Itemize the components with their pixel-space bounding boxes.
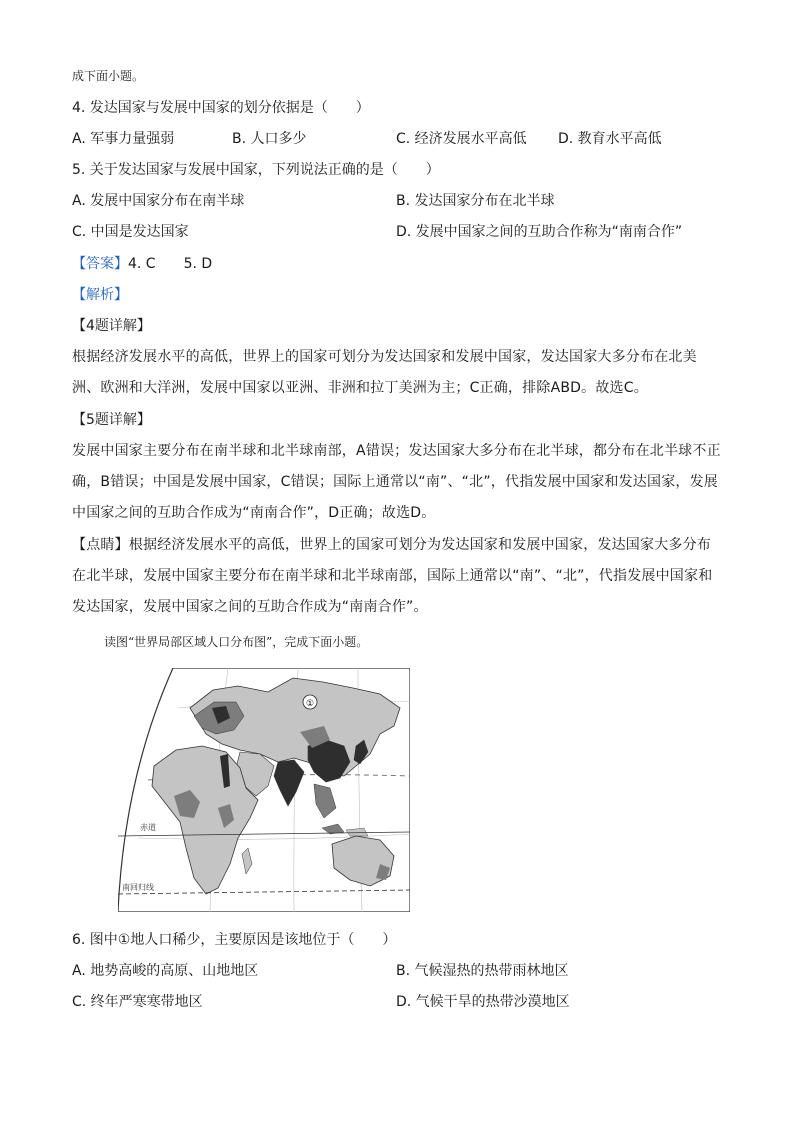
detail4-text: 根据经济发展水平的高低，世界上的国家可划分为发达国家和发展中国家，发达国家大多分布在北美洲、欧洲和大洋洲，发展中国家以亚洲、非洲和拉丁美洲为主；C正确，排除ABD。故选C。 [72,349,697,396]
detail5-label: 【5题详解】 [72,412,151,428]
map-intro: 读图“世界局部区域人口分布图”，完成下面小题。 [104,635,369,649]
q4-stem: 4. 发达国家与发展中国家的划分依据是（ ） [72,100,370,116]
q4-option-b: B. 人口多少 [232,131,307,147]
answer-label: 【答案】 [72,256,128,272]
marker-1: ① [305,699,315,709]
population-map-graphic [118,668,410,912]
q5-option-d: D. 发展中国家之间的互助合作称为“南南合作” [396,224,683,240]
population-map [118,668,410,912]
q5-stem: 5. 关于发达国家与发展中国家，下列说法正确的是（ ） [72,162,440,178]
q4-option-c: C. 经济发展水平高低 [396,131,527,147]
q5-option-b: B. 发达国家分布在北半球 [396,193,555,209]
detail4-label: 【4题详解】 [72,318,151,334]
q6-option-a: A. 地势高峻的高原、山地地区 [72,963,259,979]
q5-option-a: A. 发展中国家分布在南半球 [72,193,245,209]
q6-option-b: B. 气候湿热的热带雨林地区 [396,963,569,979]
comment-paragraph [72,530,722,623]
answer-text: 4. C 5. D [128,256,213,272]
analysis-label: 【解析】 [72,287,128,303]
q4-option-a: A. 军事力量强弱 [72,131,175,147]
q6-option-d: D. 气候干旱的热带沙漠地区 [396,994,570,1010]
intro-tail: 成下面小题。 [72,69,145,83]
comment-text: 根据经济发展水平的高低，世界上的国家可划分为发达国家和发展中国家，发达国家大多分布在北半球，发展中国家主要分布在南半球和北半球南部，国际上通常以“南”、“北”，代指发展中国家和发达国家，发展中国家之间的互助合作成为“南南合作”。 [72,537,713,615]
equator-label: 赤道 [140,823,156,832]
q6-option-c: C. 终年严寒寒带地区 [72,994,203,1010]
tropic-capricorn-label: 南回归线 [122,883,154,892]
answer-line [72,254,212,274]
q5-option-c: C. 中国是发达国家 [72,224,189,240]
q4-option-d: D. 教育水平高低 [558,131,662,147]
comment-label: 【点睛】 [72,537,129,553]
q6-stem: 6. 图中①地人口稀少，主要原因是该地位于（ ） [72,932,397,948]
detail5-text: 发展中国家主要分布在南半球和北半球南部，A错误；发达国家大多分布在北半球，都分布在北半球不正确，B错误；中国是发展中国家，C错误；国际上通常以“南”、“北”，代指发展中国家和发达国家，发展中国家之间的互助合作成为“南南合作”，D正确；故选D。 [72,443,721,521]
